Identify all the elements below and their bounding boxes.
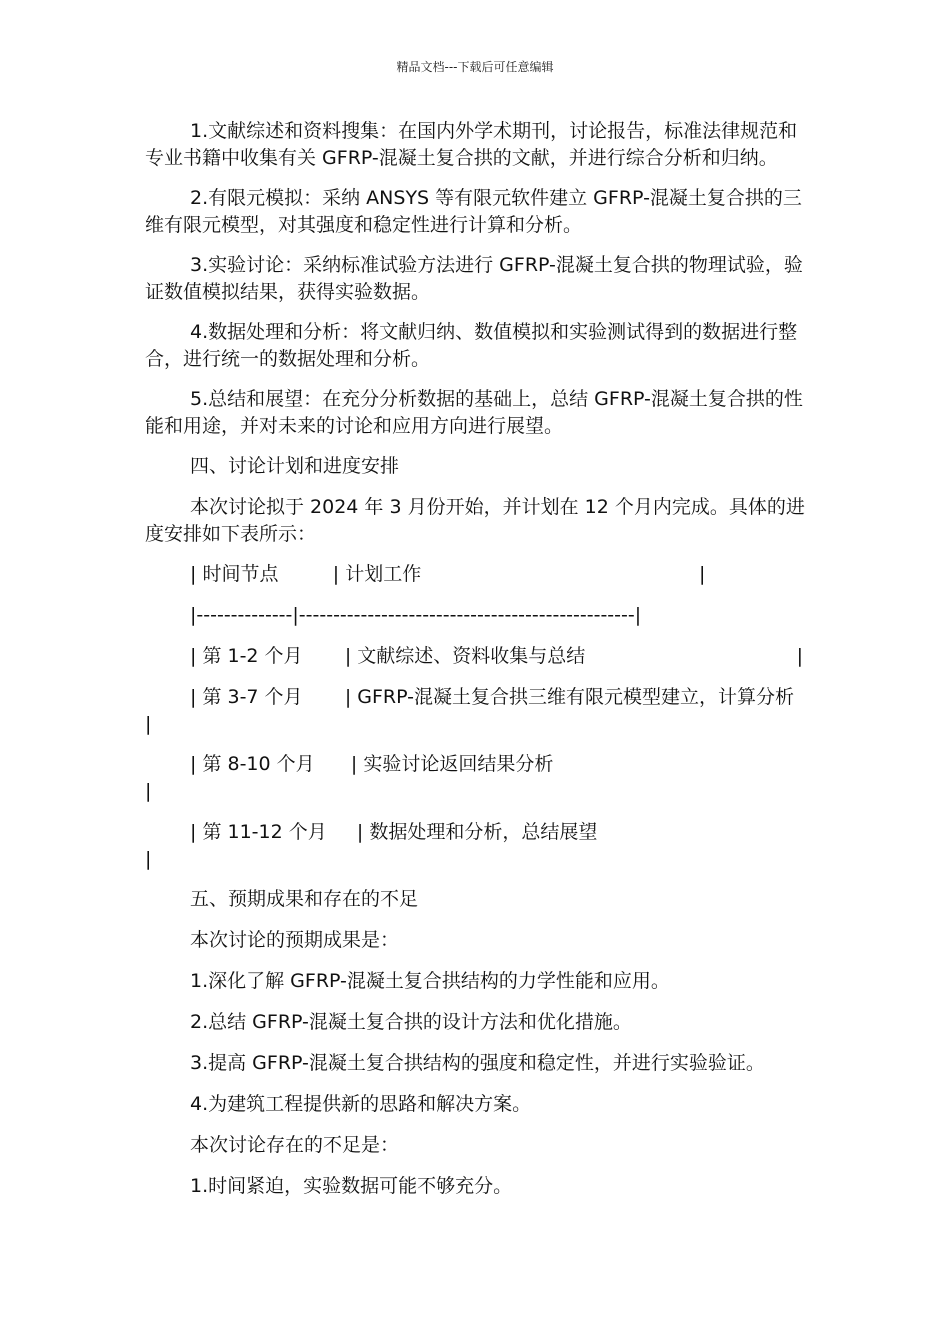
method-item: 5.总结和展望：在充分分析数据的基础上，总结 GFRP-混凝土复合拱的性能和用途，并对未来的讨论和应用方向进行展望。 [145, 388, 803, 437]
schedule-table-row: | 第 3-7 个月 | GFRP-混凝土复合拱三维有限元模型建立，计算分析 | [145, 686, 885, 735]
method-item: 4.数据处理和分析：将文献归纳、数值模拟和实验测试得到的数据进行整合，进行统一的数据处理和分析。 [145, 321, 798, 370]
results-intro: 本次讨论的预期成果是： [190, 929, 400, 951]
schedule-table-header-row: | 时间节点 | 计划工作 | [190, 563, 706, 585]
document-body [145, 118, 885, 1214]
section-heading-plan: 四、讨论计划和进度安排 [190, 455, 400, 477]
shortcomings-intro: 本次讨论存在的不足是： [190, 1134, 400, 1156]
result-item: 1.深化了解 GFRP-混凝土复合拱结构的力学性能和应用。 [190, 970, 670, 992]
schedule-table-row: | 第 1-2 个月 | 文献综述、资料收集与总结 | [190, 645, 804, 667]
section-heading-results: 五、预期成果和存在的不足 [190, 888, 419, 910]
schedule-table-separator: |--------------|-------------------------------------------------| [190, 604, 642, 626]
result-item: 4.为建筑工程提供新的思路和解决方案。 [190, 1093, 532, 1115]
schedule-table-row: | 第 8-10 个月 | 实验讨论返回结果分析 | [145, 753, 814, 802]
method-item: 1.文献综述和资料搜集：在国内外学术期刊，讨论报告，标准法律规范和专业书籍中收集有关 GFRP-混凝土复合拱的文献，并进行综合分析和归纳。 [145, 120, 798, 169]
shortcoming-item: 1.时间紧迫，实验数据可能不够充分。 [190, 1175, 513, 1197]
result-item: 3.提高 GFRP-混凝土复合拱结构的强度和稳定性，并进行实验验证。 [190, 1052, 765, 1074]
page-header: 精品文档---下载后可任意编辑 [396, 60, 554, 74]
plan-intro: 本次讨论拟于 2024 年 3 月份开始，并计划在 12 个月内完成。具体的进度安排如下表所示： [145, 496, 805, 545]
schedule-table-row: | 第 11-12 个月 | 数据处理和分析，总结展望 | [145, 821, 864, 870]
result-item: 2.总结 GFRP-混凝土复合拱的设计方法和优化措施。 [190, 1011, 632, 1033]
method-item: 3.实验讨论：采纳标准试验方法进行 GFRP-混凝土复合拱的物理试验，验证数值模拟结果，获得实验数据。 [145, 254, 803, 303]
method-item: 2.有限元模拟：采纳 ANSYS 等有限元软件建立 GFRP-混凝土复合拱的三维有限元模型，对其强度和稳定性进行计算和分析。 [145, 187, 802, 236]
